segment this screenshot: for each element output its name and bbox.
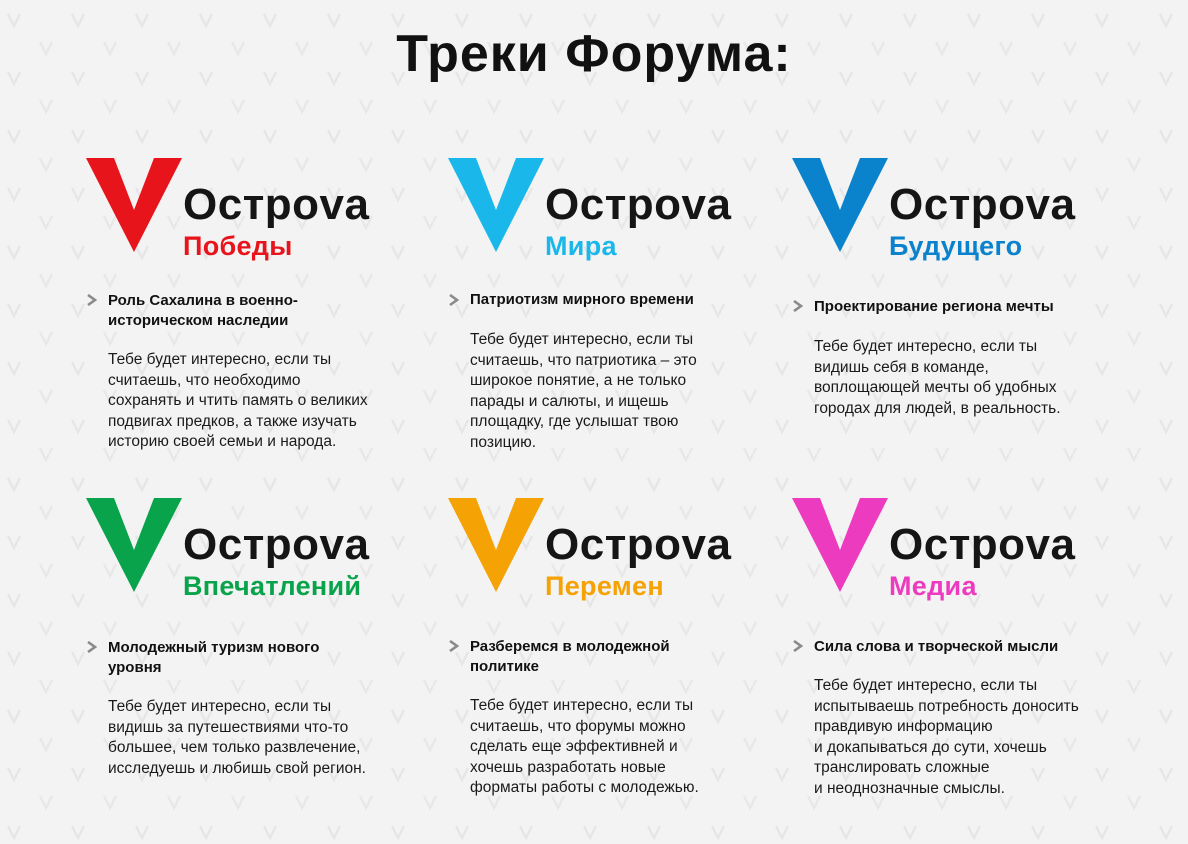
chevron-right-icon bbox=[86, 641, 98, 653]
v-logo-icon bbox=[448, 498, 546, 594]
track-subtitle: Победы bbox=[183, 231, 293, 261]
track-subtitle: Медиа bbox=[889, 571, 977, 601]
track-card-vpechatleniy bbox=[86, 498, 406, 777]
track-card-mira bbox=[448, 158, 768, 451]
track-card-peremen bbox=[448, 498, 768, 796]
track-subtitle: Мира bbox=[545, 231, 617, 261]
track-subtitle: Будущего bbox=[889, 231, 1023, 261]
track-subtitle: Перемен bbox=[545, 571, 664, 601]
track-description: Тебе будет интересно, если ты считаешь, что необходимо сохранять и чтить память о великих подвигах предков, а также изучать историю своей семьи и народа. bbox=[108, 351, 368, 450]
track-logo bbox=[792, 158, 1112, 278]
track-logo bbox=[86, 498, 406, 618]
brand-name: Остроva bbox=[889, 520, 1076, 569]
track-heading: Молодежный туризм нового уровня bbox=[108, 639, 320, 676]
track-description: Тебе будет интересно, если ты считаешь, что патриотика – это широкое понятие, а не только парады и салюты, и ищешь площадку, где услышат твою позицию. bbox=[470, 331, 697, 451]
v-logo-icon bbox=[448, 158, 546, 254]
brand-name: Остроva bbox=[183, 520, 370, 569]
chevron-right-icon bbox=[448, 294, 460, 306]
track-heading: Патриотизм мирного времени bbox=[470, 291, 694, 308]
track-logo bbox=[86, 158, 406, 278]
v-logo-icon bbox=[792, 158, 890, 254]
track-heading: Разберемся в молодежной политике bbox=[470, 638, 670, 675]
chevron-right-icon bbox=[792, 640, 804, 652]
track-description: Тебе будет интересно, если ты видишь себя в команде, воплощающей мечты об удобных городах для людей, в реальность. bbox=[814, 338, 1061, 417]
chevron-right-icon bbox=[86, 294, 98, 306]
track-heading: Роль Сахалина в военно- историческом наследии bbox=[108, 292, 298, 329]
v-logo-icon bbox=[792, 498, 890, 594]
track-card-pobedy bbox=[86, 158, 406, 450]
track-heading: Сила слова и творческой мысли bbox=[814, 638, 1059, 655]
track-logo bbox=[448, 158, 768, 278]
chevron-right-icon bbox=[448, 640, 460, 652]
track-subtitle: Впечатлений bbox=[183, 571, 362, 601]
track-heading: Проектирование региона мечты bbox=[814, 298, 1054, 315]
track-description: Тебе будет интересно, если ты считаешь, что форумы можно сделать еще эффективней и хочешь разработать новые форматы работы с молодежью. bbox=[470, 697, 699, 796]
track-logo bbox=[448, 498, 768, 618]
track-description: Тебе будет интересно, если ты видишь за путешествиями что-то большее, чем только развлечение, исследуешь и любишь свой регион. bbox=[108, 698, 366, 777]
brand-name: Остроva bbox=[545, 180, 732, 229]
v-logo-icon bbox=[86, 158, 184, 254]
v-logo-icon bbox=[86, 498, 184, 594]
page-title: Треки Форума: bbox=[396, 25, 792, 83]
brand-name: Остроva bbox=[545, 520, 732, 569]
chevron-right-icon bbox=[792, 300, 804, 312]
brand-name: Остроva bbox=[183, 180, 370, 229]
track-card-budushchego bbox=[792, 158, 1112, 417]
brand-name: Остроva bbox=[889, 180, 1076, 229]
track-description: Тебе будет интересно, если ты испытываешь потребность доносить правдивую информацию и докапываться до сути, хочешь транслировать сложные и неоднозначные смыслы. bbox=[814, 677, 1079, 797]
track-card-media bbox=[792, 498, 1112, 797]
track-logo bbox=[792, 498, 1112, 618]
